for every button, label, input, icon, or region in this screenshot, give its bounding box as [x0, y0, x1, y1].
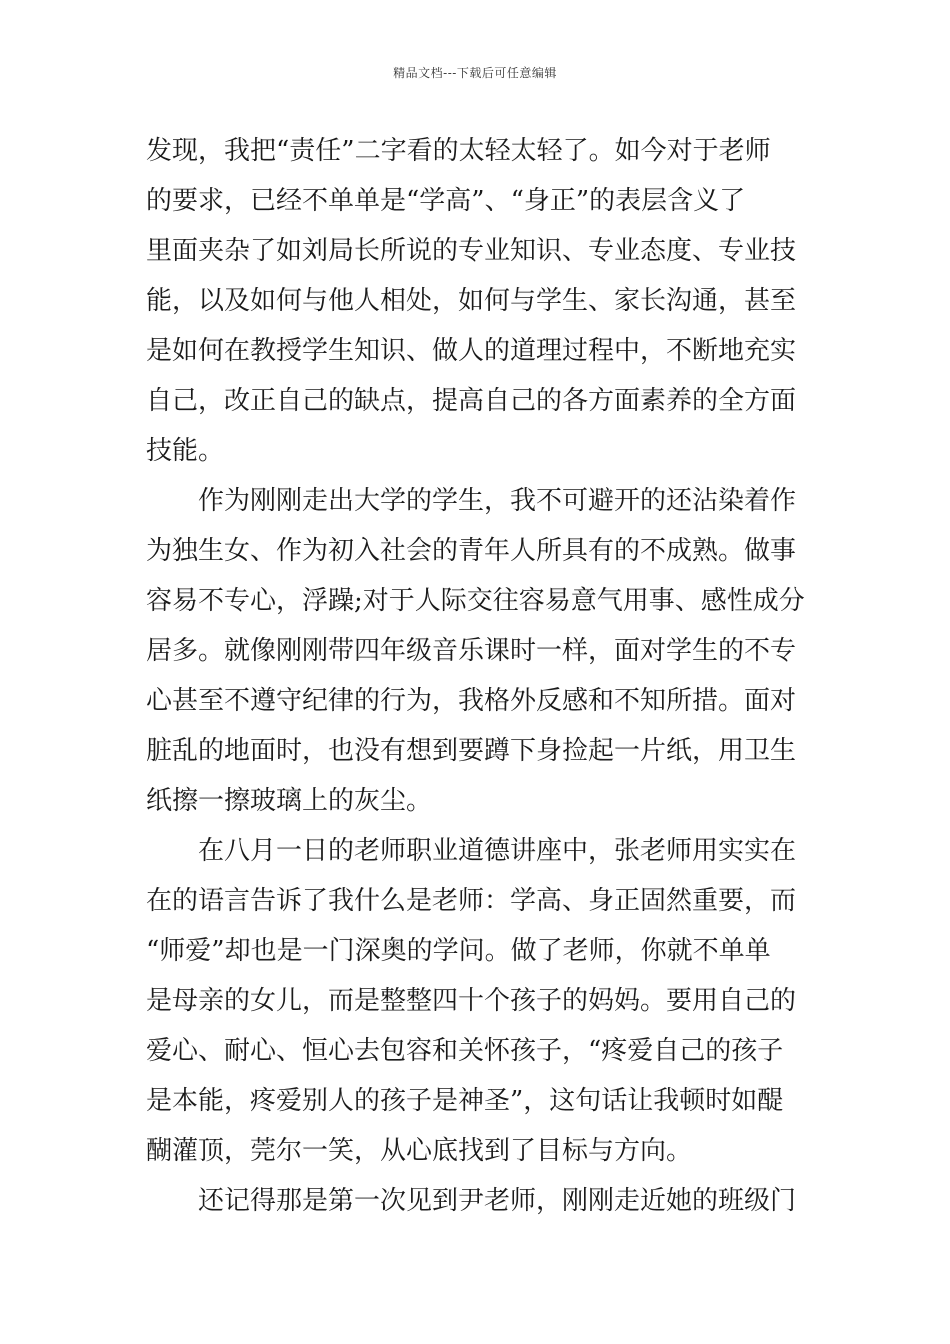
text-line: 在的语言告诉了我什么是老师：学高、身正固然重要，而: [146, 886, 797, 916]
text-line: 是本能，疼爱别人的孩子是神圣”，这句话让我顿时如醍: [146, 1086, 784, 1116]
text-line: 是母亲的女儿，而是整整四十个孩子的妈妈。要用自己的: [146, 986, 797, 1016]
document-body: [146, 126, 806, 1226]
text-line: 是如何在教授学生知识、做人的道理过程中，不断地充实: [146, 336, 797, 366]
text-line: 居多。就像刚刚带四年级音乐课时一样，面对学生的不专: [146, 636, 797, 666]
text-line: 纸擦一擦玻璃上的灰尘。: [146, 786, 433, 816]
text-line: 里面夹杂了如刘局长所说的专业知识、专业态度、专业技: [146, 236, 797, 266]
text-line: 的要求，已经不单单是“学高”、“身正”的表层含义了: [146, 186, 746, 216]
text-line: 心甚至不遵守纪律的行为，我格外反感和不知所措。面对: [146, 686, 797, 716]
text-line: 自己，改正自己的缺点，提高自己的各方面素养的全方面: [146, 386, 797, 416]
text-line: 脏乱的地面时，也没有想到要蹲下身捡起一片纸，用卫生: [146, 736, 797, 766]
text-line: 为独生女、作为初入社会的青年人所具有的不成熟。做事: [146, 536, 797, 566]
text-line: 醐灌顶，莞尔一笑，从心底找到了目标与方向。: [146, 1136, 693, 1166]
text-line: 技能。: [146, 436, 225, 466]
text-line: “师爱”却也是一门深奥的学问。做了老师，你就不单单: [146, 936, 771, 966]
page-header: 精品文档---下载后可任意编辑: [393, 66, 557, 80]
paragraph-first-line: 作为刚刚走出大学的学生，我不可避开的还沾染着作: [198, 486, 797, 516]
paragraph-first-line: 在八月一日的老师职业道德讲座中，张老师用实实在: [198, 836, 797, 866]
text-line: 容易不专心，浮躁;对于人际交往容易意气用事、感性成分: [146, 586, 805, 616]
text-line: 发现，我把“责任”二字看的太轻太轻了。如今对于老师: [146, 136, 771, 166]
paragraph-first-line: 还记得那是第一次见到尹老师，刚刚走近她的班级门: [198, 1186, 797, 1216]
text-line: 爱心、耐心、恒心去包容和关怀孩子，“疼爱自己的孩子: [146, 1036, 784, 1066]
text-line: 能，以及如何与他人相处，如何与学生、家长沟通，甚至: [146, 286, 797, 316]
